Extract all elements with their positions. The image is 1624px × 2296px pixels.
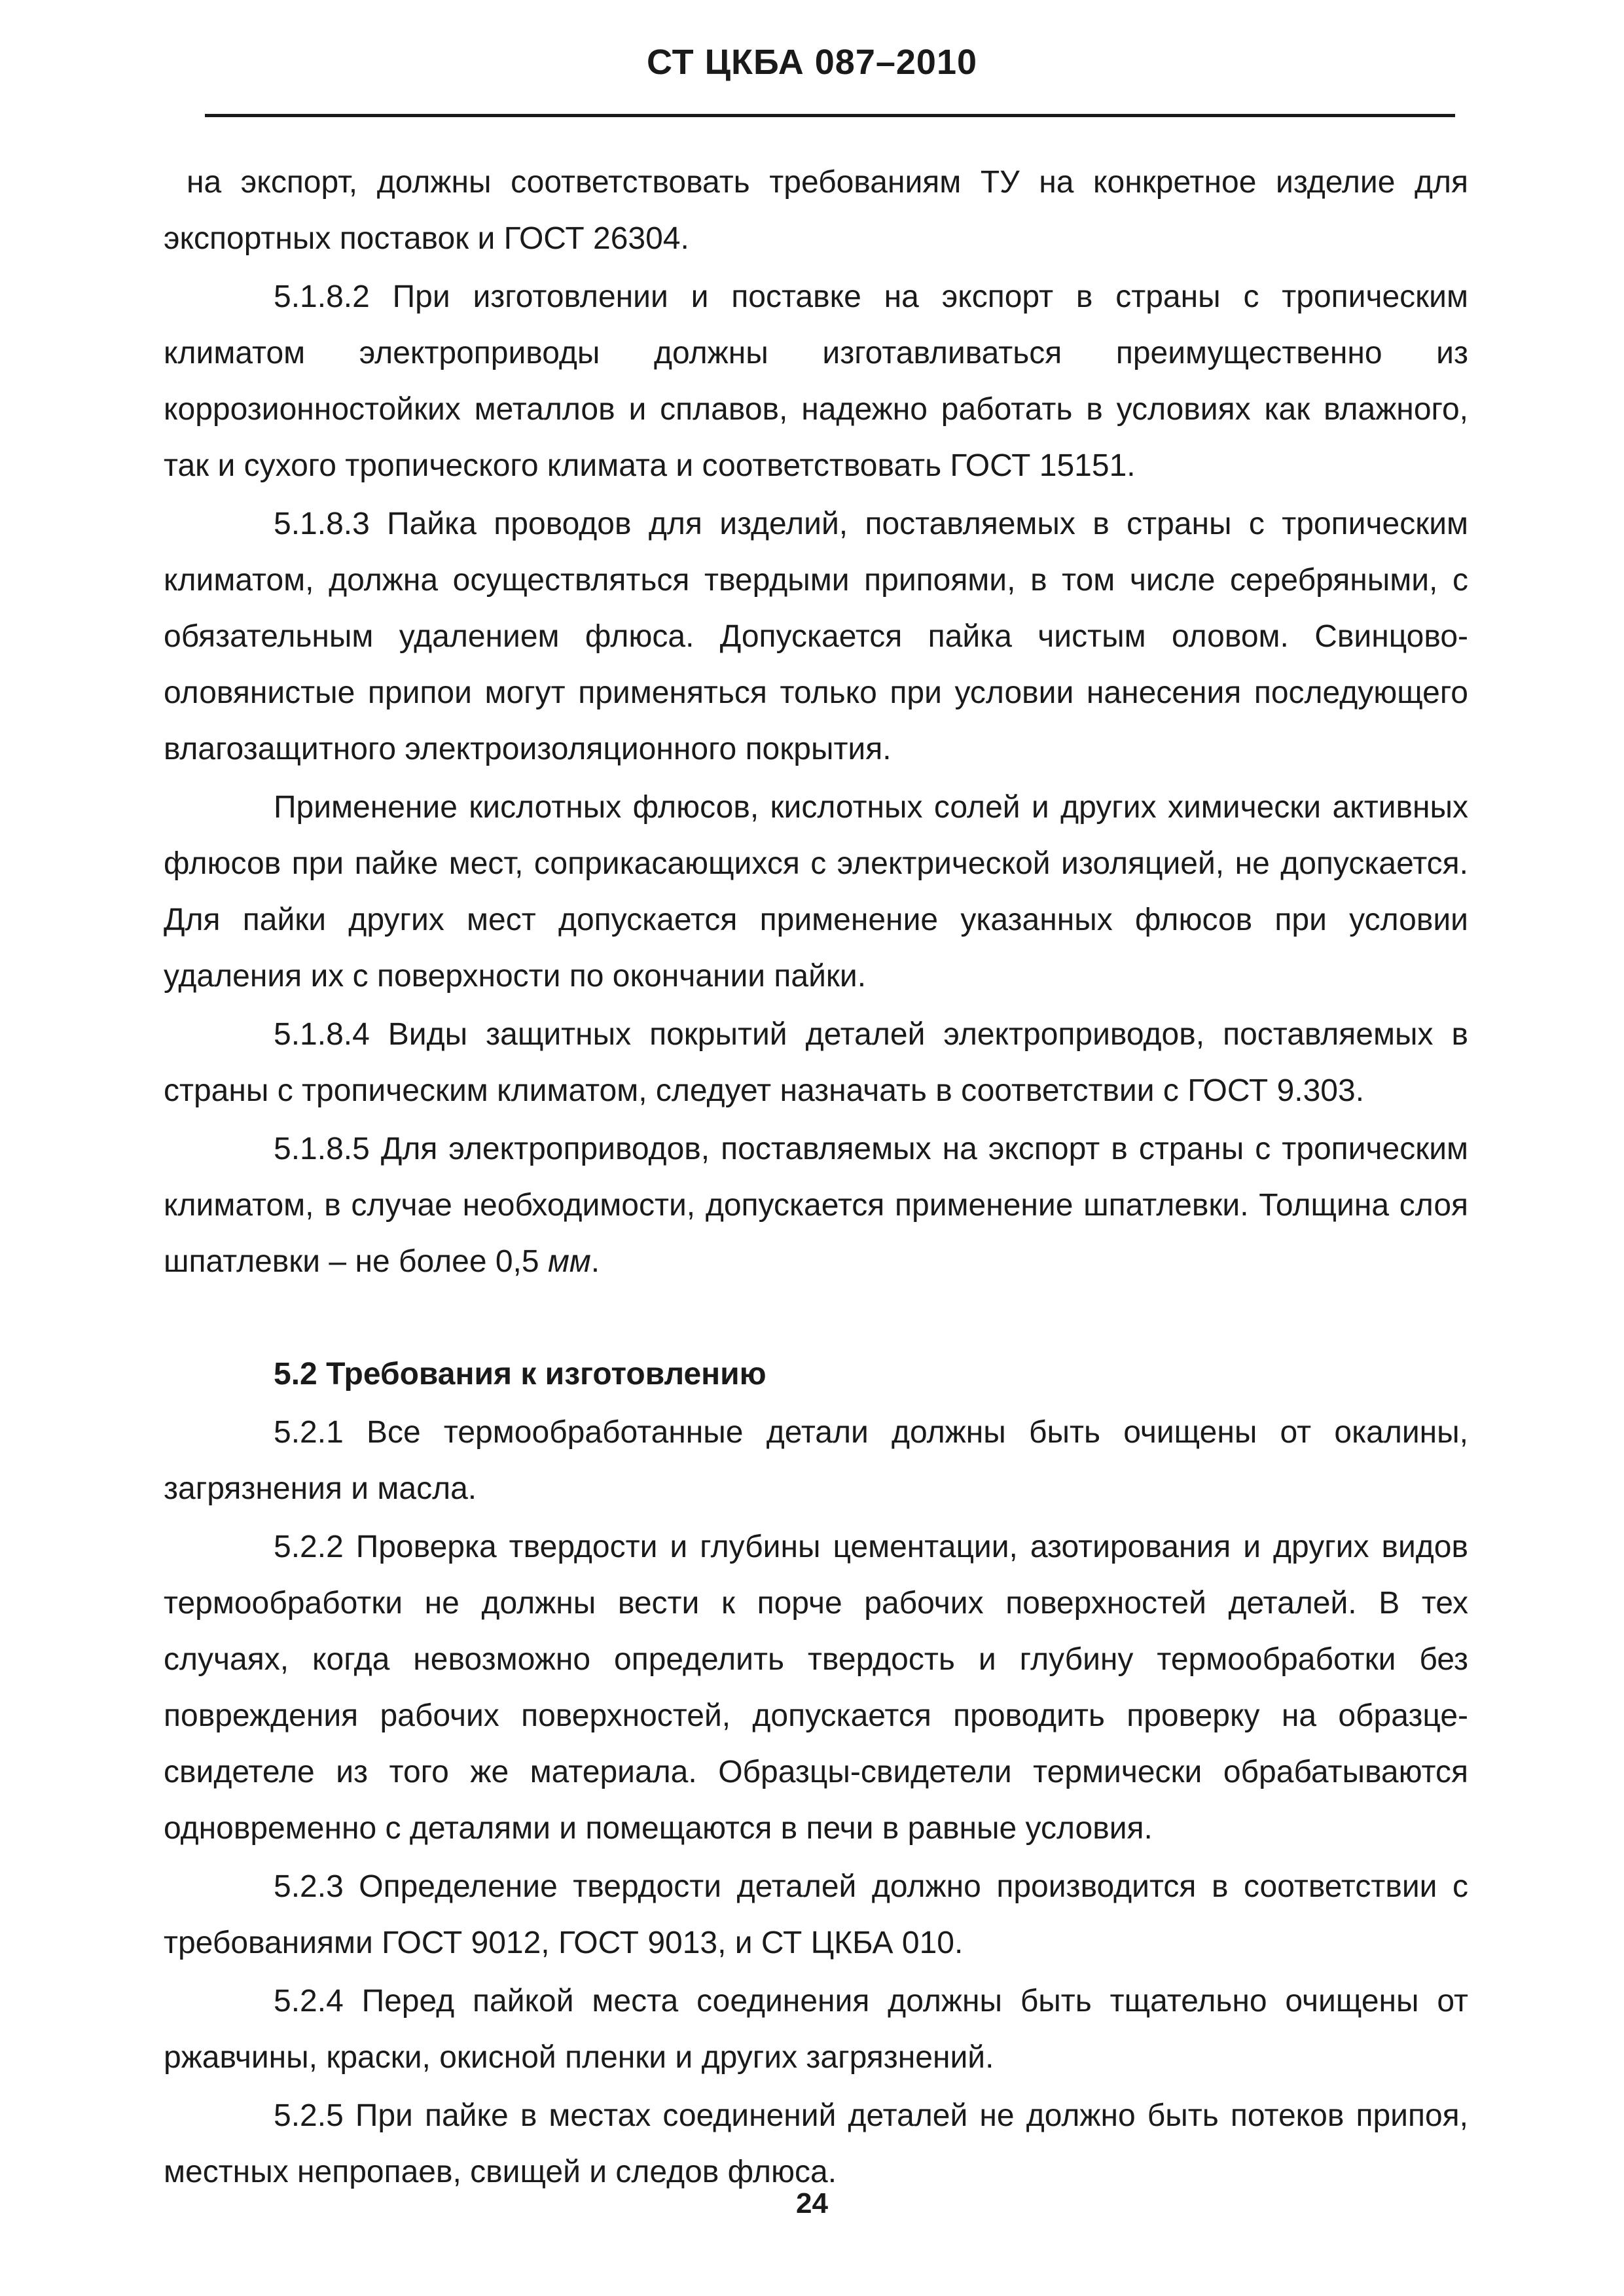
- paragraph-5-2-1: 5.2.1 Все термообработанные детали должны быть очищены от окалины, загрязнения и масла.: [164, 1415, 1468, 1506]
- document-code: СТ ЦКБА 087–2010: [646, 43, 978, 82]
- paragraph-5-1-8-5-end: .: [590, 1244, 600, 1279]
- document-body: [164, 154, 1468, 2200]
- paragraph-5-1-8-5: [164, 1121, 1468, 1290]
- paragraph-5-2-3: 5.2.3 Определение твердости деталей должно производится в соответствии с требованиями ГОСТ 9012, ГОСТ 9013, и СТ ЦКБА 010.: [164, 1869, 1468, 1960]
- paragraph-continued: на экспорт, должны соответствовать требованиям ТУ на конкретное изделие для экспортных поставок и ГОСТ 26304.: [164, 165, 1468, 256]
- page-number: 24: [796, 2187, 828, 2219]
- paragraph-5-2-4: 5.2.4 Перед пайкой места соединения должны быть тщательно очищены от ржавчины, краски, окисной пленки и других загрязнений.: [164, 1984, 1468, 2075]
- paragraph-flux: Применение кислотных флюсов, кислотных солей и других химически активных флюсов при пайке мест, соприкасающихся с электрической изоляцией, не допускается. Для пайки других мест допускается применение указанных флюсов при условии удаления их с поверхности по окончании пайки.: [164, 790, 1468, 994]
- paragraph-5-2-2: 5.2.2 Проверка твердости и глубины цементации, азотирования и других видов термообработки не должны вести к порче рабочих поверхностей деталей. В тех случаях, когда невозможно определить твердость и глубину термообработки без повреждения рабочих поверхностей, допускается проводить проверку на образце-свидетеле из того же материала. Образцы-свидетели термически обрабатываются одновременно с деталями и помещаются в печи в равные условия.: [164, 1530, 1468, 1846]
- header-rule: [205, 114, 1455, 117]
- section-heading-5-2: 5.2 Требования к изготовлению: [274, 1357, 767, 1391]
- paragraph-5-1-8-2: 5.1.8.2 При изготовлении и поставке на экспорт в страны с тропическим климатом электроприводы должны изготавливаться преимущественно из коррозионностойких металлов и сплавов, надежно работать в условиях как влажного, так и сухого тропического климата и соответствовать ГОСТ 15151.: [164, 279, 1468, 483]
- unit-mm: мм: [547, 1244, 591, 1279]
- paragraph-5-2-5: 5.2.5 При пайке в местах соединений деталей не должно быть потеков припоя, местных непропаев, свищей и следов флюса.: [164, 2098, 1468, 2189]
- paragraph-5-1-8-4: 5.1.8.4 Виды защитных покрытий деталей электроприводов, поставляемых в страны с тропическим климатом, следует назначать в соответствии с ГОСТ 9.303.: [164, 1017, 1468, 1108]
- page-header: [0, 39, 1624, 85]
- paragraph-5-1-8-5-text: 5.1.8.5 Для электроприводов, поставляемых на экспорт в страны с тропическим климатом, в случае необходимости, допускается применение шпатлевки. Толщина слоя шпатлевки – не более 0,5: [164, 1132, 1468, 1279]
- paragraph-5-1-8-3: 5.1.8.3 Пайка проводов для изделий, поставляемых в страны с тропическим климатом, должна осуществляться твердыми припоями, в том числе серебряными, с обязательным удалением флюса. Допускается пайка чистым оловом. Свинцово-оловянистые припои могут применяться только при условии нанесения последующего влагозащитного электроизоляционного покрытия.: [164, 507, 1468, 766]
